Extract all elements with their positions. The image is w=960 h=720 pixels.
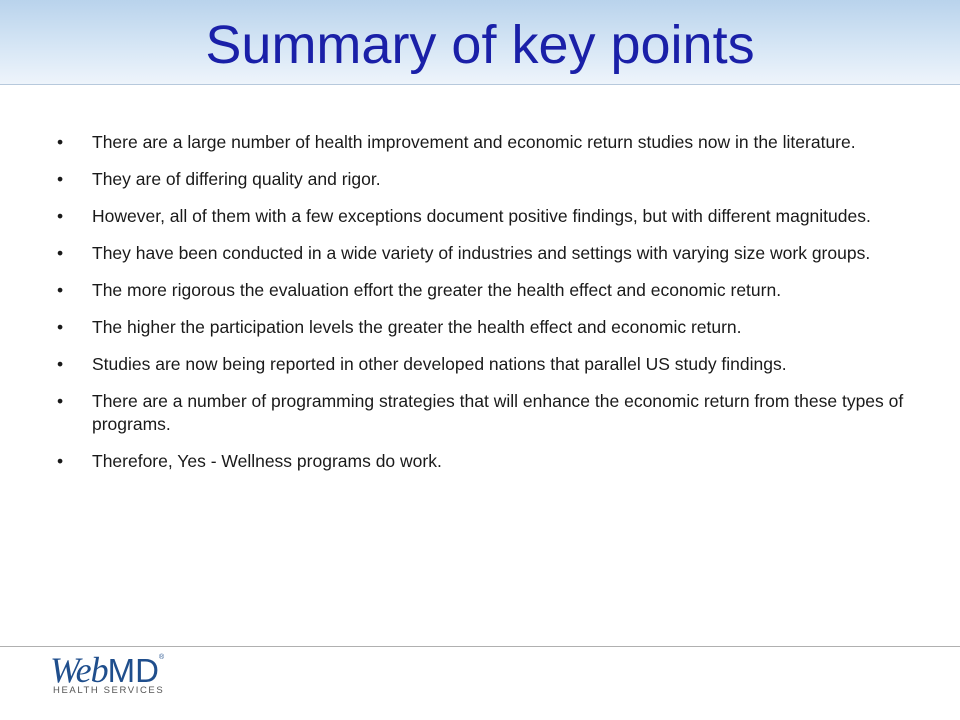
bullet-text: Studies are now being reported in other developed nations that parallel US study findings. [92,354,787,374]
registered-mark: ® [159,654,165,661]
footer-divider [0,646,960,647]
logo-subtitle: HEALTH SERVICES [53,685,165,696]
bullet-list [57,131,917,487]
logo-web-text: Web [50,650,108,690]
bullet-icon: • [57,132,64,152]
bullet-item [57,390,917,436]
slide-title: Summary of key points [205,15,755,75]
bullet-item [57,279,917,302]
bullet-item [57,168,917,191]
bullet-text: The more rigorous the evaluation effort the greater the health effect and economic return. [92,280,782,300]
bullet-text: They have been conducted in a wide variety of industries and settings with varying size work groups. [92,243,871,263]
bullet-icon: • [57,317,64,337]
bullet-item [57,131,917,154]
bullet-icon: • [57,280,64,300]
bullet-icon: • [57,169,64,189]
bullet-icon: • [57,391,64,411]
bullet-text: However, all of them with a few exceptions document positive findings, but with different magnitudes. [92,206,871,226]
bullet-item [57,353,917,376]
bullet-text: There are a number of programming strategies that will enhance the economic return from these types of programs. [92,391,904,434]
bullet-icon: • [57,243,64,263]
logo-md-text: MD [107,652,159,689]
bullet-item [57,450,917,473]
bullet-text: They are of differing quality and rigor. [92,169,381,189]
bullet-item [57,242,917,265]
bullet-icon: • [57,206,64,226]
bullet-icon: • [57,451,64,471]
bullet-item [57,316,917,339]
bullet-text: The higher the participation levels the greater the health effect and economic return. [92,317,742,337]
bullet-text: There are a large number of health improvement and economic return studies now in the literature. [92,132,856,152]
bullet-text: Therefore, Yes - Wellness programs do work. [92,451,442,471]
webmd-logo [50,652,170,698]
title-banner [0,0,960,85]
logo-wordmark [50,652,159,689]
bullet-icon: • [57,354,64,374]
bullet-item [57,205,917,228]
